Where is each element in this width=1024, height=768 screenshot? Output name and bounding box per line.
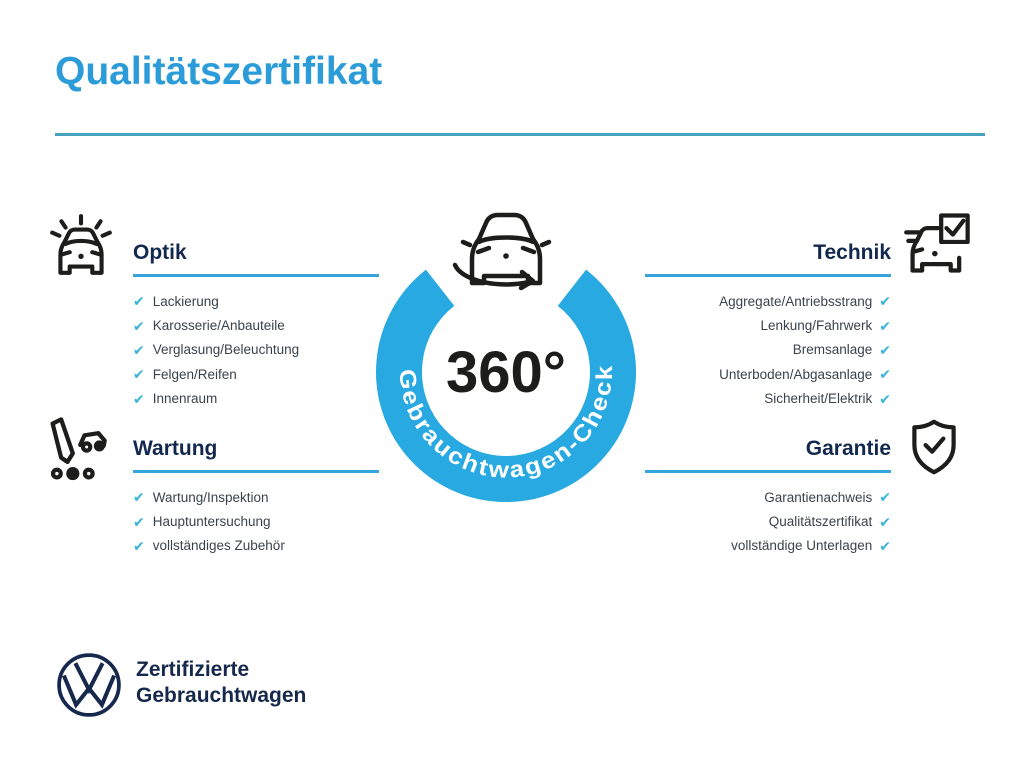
list-item	[645, 534, 891, 558]
list-item	[133, 338, 379, 362]
ring-label: Gebrauchtwagen-Check	[394, 365, 618, 483]
list-item-label: Hauptuntersuchung	[152, 514, 271, 530]
section-technik-title: Technik	[813, 241, 891, 264]
section-garantie-title: Garantie	[805, 437, 891, 460]
check-icon: ✔	[879, 366, 891, 383]
list-item-label: Aggregate/Antriebsstrang	[719, 293, 873, 309]
list-item-label: Lackierung	[152, 293, 219, 309]
check-icon: ✔	[879, 341, 891, 358]
list-item-label: Karosserie/Anbauteile	[152, 318, 285, 334]
list-item	[133, 485, 379, 509]
section-wartung-title: Wartung	[133, 437, 218, 460]
vw-logo	[55, 651, 123, 719]
list-item-label: Verglasung/Beleuchtung	[152, 342, 300, 358]
list-item-label: Sicherheit/Elektrik	[764, 391, 873, 407]
list-item-label: vollständiges Zubehör	[152, 538, 285, 554]
shield-check-icon	[906, 418, 962, 476]
section-optik-divider	[133, 274, 379, 277]
check-icon: ✔	[133, 513, 145, 530]
check-icon: ✔	[133, 293, 145, 310]
list-item-label: Qualitätszertifikat	[768, 514, 873, 530]
footer-claim-line2: Gebrauchtwagen	[136, 684, 307, 707]
check-icon: ✔	[879, 390, 891, 407]
check-icon: ✔	[133, 317, 145, 334]
list-item-label: vollständige Unterlagen	[731, 538, 873, 554]
list-item	[133, 509, 379, 533]
check-icon: ✔	[879, 317, 891, 334]
badge-center-label: 360°	[446, 340, 566, 405]
section-technik	[645, 241, 891, 411]
list-item	[645, 313, 891, 337]
list-item	[133, 387, 379, 411]
section-wartung-list	[133, 485, 379, 558]
pencil-car-icon	[42, 413, 110, 481]
list-item-label: Innenraum	[152, 391, 218, 407]
check-icon: ✔	[133, 537, 145, 554]
section-wartung	[133, 437, 379, 558]
section-technik-list	[645, 289, 891, 411]
list-item-label: Wartung/Inspektion	[152, 489, 269, 505]
check-icon: ✔	[133, 390, 145, 407]
section-optik-title: Optik	[133, 241, 187, 264]
list-item	[133, 289, 379, 313]
list-item	[133, 362, 379, 386]
list-item	[645, 485, 891, 509]
check-icon: ✔	[133, 341, 145, 358]
car-shine-icon	[48, 209, 114, 281]
list-item-label: Bremsanlage	[792, 342, 873, 358]
list-item	[645, 509, 891, 533]
check-icon: ✔	[879, 537, 891, 554]
car-checkbox-icon	[902, 207, 974, 279]
list-item-label: Lenkung/Fahrwerk	[760, 318, 873, 334]
check-icon: ✔	[879, 513, 891, 530]
section-optik	[133, 241, 379, 411]
footer-claim	[136, 657, 306, 709]
list-item	[645, 289, 891, 313]
check-icon: ✔	[879, 489, 891, 506]
section-technik-divider	[645, 274, 891, 277]
list-item-label: Unterboden/Abgasanlage	[719, 366, 873, 382]
section-garantie-list	[645, 485, 891, 558]
check-icon: ✔	[133, 489, 145, 506]
list-item	[133, 534, 379, 558]
360-check-badge	[366, 185, 646, 515]
section-garantie-divider	[645, 470, 891, 473]
list-item	[645, 362, 891, 386]
section-optik-list	[133, 289, 379, 411]
section-wartung-divider	[133, 470, 379, 473]
check-icon: ✔	[133, 366, 145, 383]
list-item-label: Felgen/Reifen	[152, 366, 237, 382]
list-item	[133, 313, 379, 337]
rotating-car-icon	[455, 215, 549, 288]
check-icon: ✔	[879, 293, 891, 310]
footer-claim-line1: Zertifizierte	[136, 658, 250, 681]
list-item-label: Garantienachweis	[764, 489, 873, 505]
page-title: Qualitätszertifikat	[55, 50, 383, 93]
list-item	[645, 387, 891, 411]
title-divider	[55, 133, 985, 136]
list-item	[645, 338, 891, 362]
section-garantie	[645, 437, 891, 558]
